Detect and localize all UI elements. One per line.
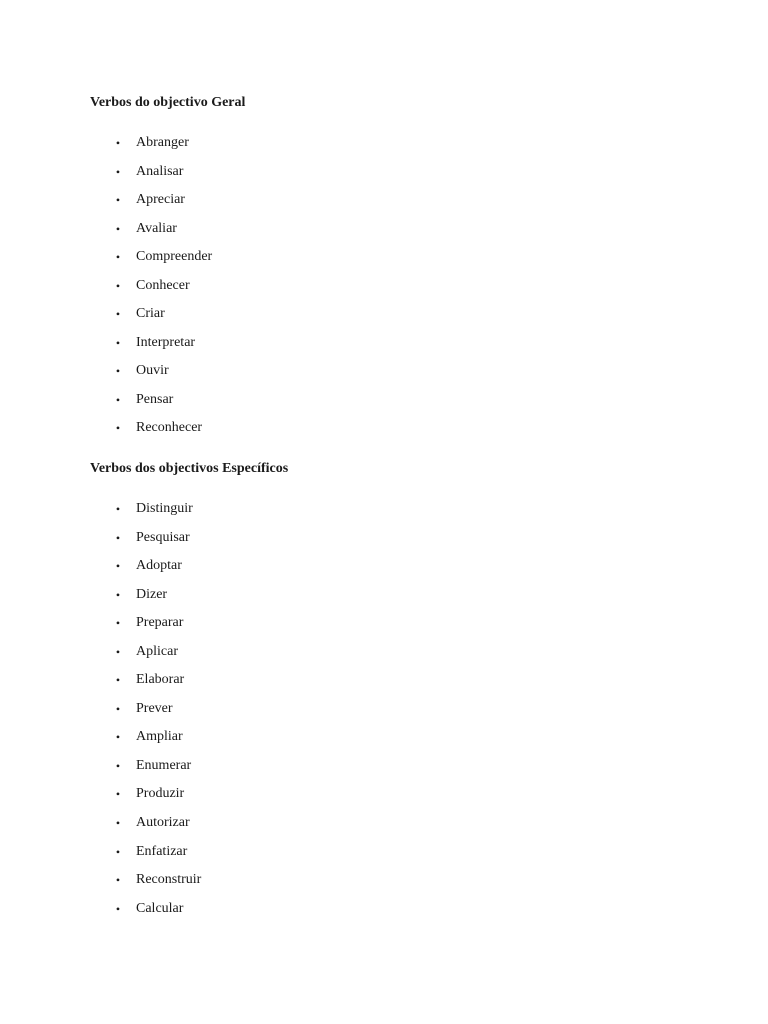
list-item-text: Preparar [136,615,184,631]
section-heading-general: Verbos do objectivo Geral [90,95,246,110]
bullet-icon: • [115,844,121,859]
section-heading-specific: Verbos dos objectivos Específicos [90,461,289,476]
list-item-text: Enumerar [136,757,192,773]
bullet-icon: • [115,701,121,716]
list-item-text: Reconstruir [136,872,202,888]
bullet-icon: • [115,673,121,688]
list-item-text: Distinguir [136,501,193,516]
list-item-text: Produzir [136,786,185,802]
list-item-text: Dizer [136,586,168,602]
bullet-icon: • [115,421,121,436]
list-item-text: Ouvir [136,363,169,379]
list-item-text: Aplicar [136,643,178,659]
list-item-text: Avaliar [136,220,177,236]
list-item-text: Interpretar [136,334,196,350]
bullet-icon: • [115,250,121,265]
bullet-icon: • [115,530,121,545]
list-item-text: Analisar [136,163,184,179]
bullet-icon: • [115,730,121,745]
list-item-text: Abranger [136,135,189,150]
bullet-icon: • [115,335,121,350]
list-item-text: Ampliar [136,729,183,745]
bullet-icon: • [115,364,121,379]
bullet-icon: • [115,307,121,322]
bullet-icon: • [115,587,121,602]
bullet-icon: • [115,616,121,631]
bullet-icon: • [115,164,121,179]
list-item-text: Reconhecer [136,420,203,436]
list-item-text: Calcular [136,900,184,916]
list-item-text: Apreciar [136,192,185,208]
bullet-icon: • [115,221,121,236]
list-item-text: Pesquisar [136,529,190,545]
bullet-icon: • [115,136,121,150]
list-item-text: Elaborar [136,672,185,688]
bullet-icon: • [115,758,121,773]
bullet-icon: • [115,502,121,516]
list-item-text: Autorizar [136,815,190,831]
bullet-icon: • [115,816,121,831]
list-item-text: Pensar [136,391,174,407]
bullet-icon: • [115,873,121,888]
bullet-icon: • [115,392,121,407]
list-item-text: Compreender [136,249,213,265]
list-item-text: Criar [136,306,165,322]
bullet-icon: • [115,278,121,293]
list-item-text: Enfatizar [136,843,188,859]
bullet-icon: • [115,901,121,916]
bullet-icon: • [115,559,121,574]
bullet-icon: • [115,193,121,208]
list-item-text: Adoptar [136,558,182,574]
list-item-text: Conhecer [136,277,190,293]
bullet-icon: • [115,644,121,659]
bullet-icon: • [115,787,121,802]
list-item-text: Prever [136,700,173,716]
